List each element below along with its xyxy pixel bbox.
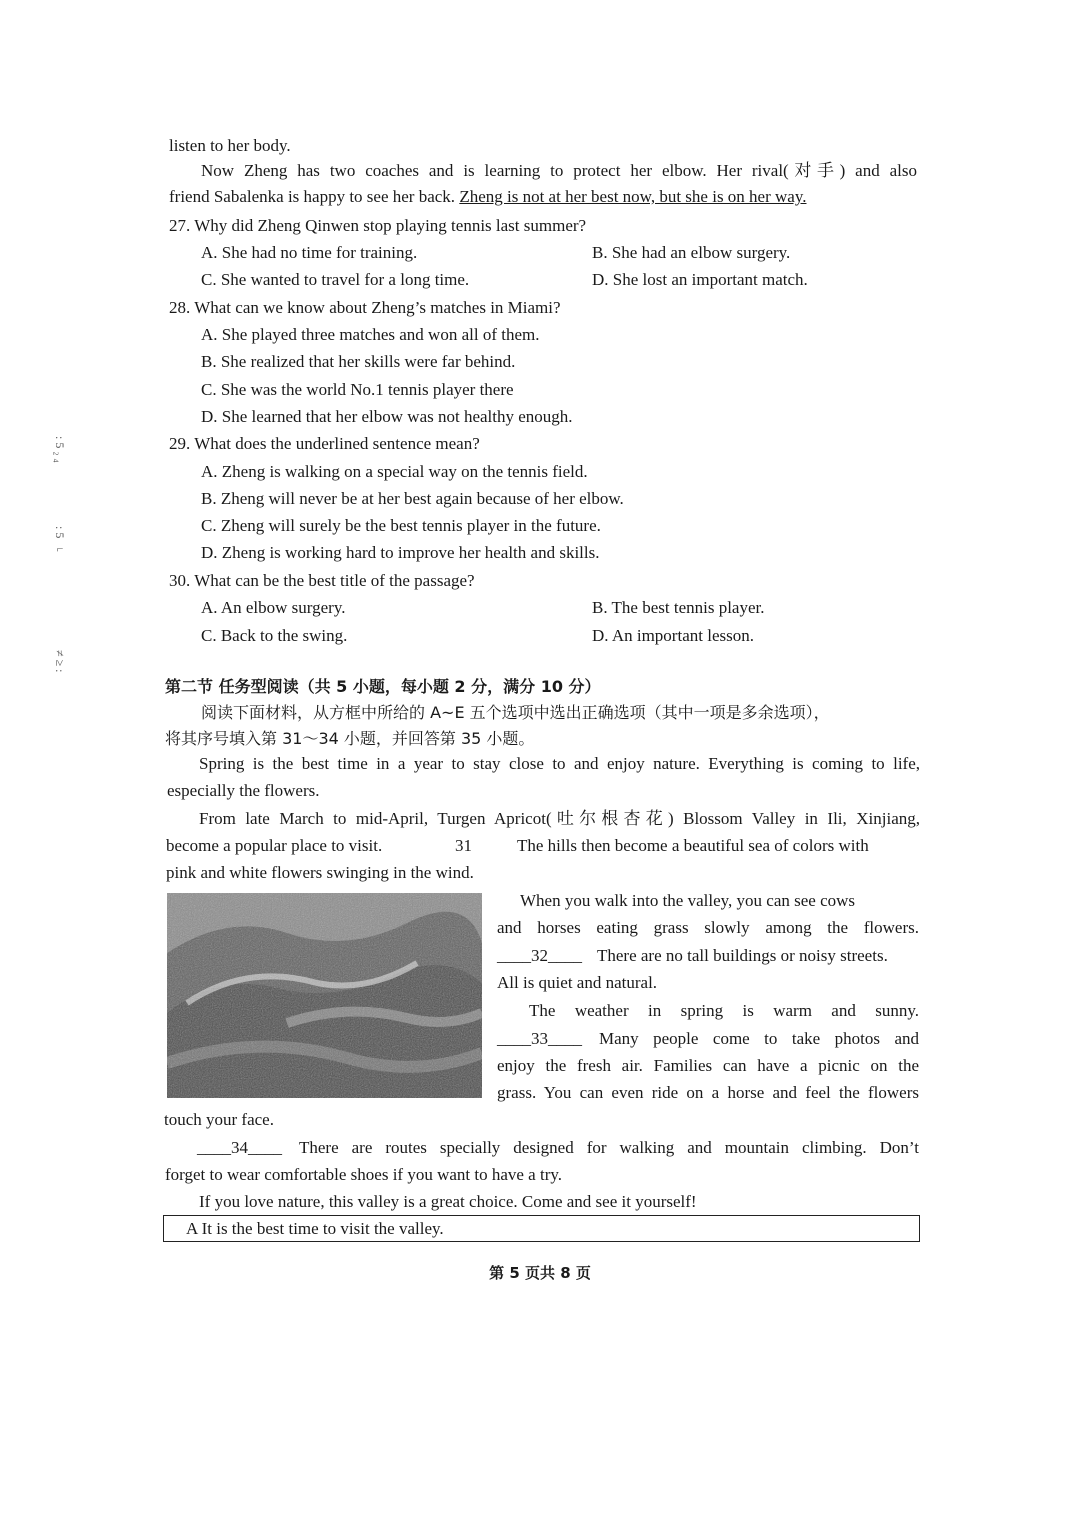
margin-mark: : 5 ⌐ xyxy=(53,526,67,556)
question-stem: What can be the best title of the passage? xyxy=(194,571,475,590)
reading-paragraph: If you love nature, this valley is a great choice. Come and see it yourself! xyxy=(199,1192,697,1211)
reading-paragraph: Spring is the best time in a year to stay close to and enjoy nature. Everything is coming to life, xyxy=(199,754,920,773)
blank-34: ____34____ xyxy=(197,1138,282,1157)
option-27-d: D. She lost an important match. xyxy=(592,270,808,289)
reading-paragraph: forget to wear comfortable shoes if you want to have a try. xyxy=(165,1165,563,1184)
reading-paragraph: From late March to mid-April, Turgen Apricot(吐尔根杏花) Blossom Valley in Ili, Xinjiang, xyxy=(199,809,920,828)
reading-paragraph: When you walk into the valley, you can see cows xyxy=(520,891,856,910)
option-30-a: A. An elbow surgery. xyxy=(201,598,346,617)
reading-paragraph: All is quiet and natural. xyxy=(497,973,658,992)
question-stem: What does the underlined sentence mean? xyxy=(194,434,480,453)
section-instruction: 将其序号填入第 31～34 小题，并回答第 35 小题。 xyxy=(165,729,535,748)
blank-33: ____33____ xyxy=(497,1029,582,1048)
valley-photo xyxy=(167,893,482,1098)
reading-paragraph: especially the flowers. xyxy=(167,781,320,800)
question-30 xyxy=(169,570,475,592)
option-28-c: C. She was the world No.1 tennis player there xyxy=(201,380,514,399)
reading-paragraph: grass. You can even ride on a horse and feel the flowers xyxy=(497,1083,919,1102)
page-footer: 第 5 页共 8 页 xyxy=(489,1264,591,1282)
passage-text: friend Sabalenka is happy to see her back. xyxy=(169,187,460,206)
passage-line: Now Zheng has two coaches and is learning to protect her elbow. Her rival(对手) and also xyxy=(201,161,917,180)
reading-paragraph: The weather in spring is warm and sunny. xyxy=(529,1001,919,1020)
option-30-d: D. An important lesson. xyxy=(592,626,754,645)
options-box xyxy=(163,1215,920,1242)
blank-31: 31 xyxy=(455,836,472,855)
question-number: 27. xyxy=(169,216,191,235)
option-29-a: A. Zheng is walking on a special way on the tennis field. xyxy=(201,462,588,481)
option-29-c: C. Zheng will surely be the best tennis player in the future. xyxy=(201,516,601,535)
question-stem: Why did Zheng Qinwen stop playing tennis last summer? xyxy=(194,216,587,235)
option-29-d: D. Zheng is working hard to improve her health and skills. xyxy=(201,543,600,562)
option-30-b: B. The best tennis player. xyxy=(592,598,765,617)
option-29-b: B. Zheng will never be at her best again because of her elbow. xyxy=(201,489,624,508)
reading-paragraph: There are no tall buildings or noisy streets. xyxy=(597,946,888,965)
question-number: 28. xyxy=(169,298,191,317)
question-number: 29. xyxy=(169,434,191,453)
question-29 xyxy=(169,433,480,455)
question-number: 30. xyxy=(169,571,191,590)
section-instruction: 阅读下面材料，从方框中所给的 A~E 五个选项中选出正确选项（其中一项是多余选项）， xyxy=(201,703,830,722)
underlined-sentence: Zheng is not at her best now, but she is on her way. xyxy=(459,187,807,206)
reading-paragraph: There are routes specially designed for walking and mountain climbing. Don’t xyxy=(299,1138,919,1157)
option-28-b: B. She realized that her skills were far behind. xyxy=(201,352,516,371)
reading-paragraph: The hills then become a beautiful sea of colors with xyxy=(517,836,869,855)
option-30-c: C. Back to the swing. xyxy=(201,626,348,645)
option-28-d: D. She learned that her elbow was not healthy enough. xyxy=(201,407,573,426)
section-heading: 第二节 任务型阅读（共 5 小题，每小题 2 分，满分 10 分） xyxy=(165,677,601,696)
margin-mark: : 5 ₂ ₄ xyxy=(53,436,67,463)
reading-paragraph: enjoy the fresh air. Families can have a picnic on the xyxy=(497,1056,919,1075)
reading-paragraph: become a popular place to visit. xyxy=(166,836,383,855)
reading-paragraph: pink and white flowers swinging in the wind. xyxy=(166,863,474,882)
question-28 xyxy=(169,297,561,319)
option-27-a: A. She had no time for training. xyxy=(201,243,418,262)
question-stem: What can we know about Zheng’s matches in Miami? xyxy=(194,298,561,317)
reading-paragraph: and horses eating grass slowly among the flowers. xyxy=(497,918,919,937)
reading-paragraph: touch your face. xyxy=(164,1110,274,1129)
option-box-a: A It is the best time to visit the valley. xyxy=(186,1219,444,1238)
option-28-a: A. She played three matches and won all of them. xyxy=(201,325,540,344)
passage-line: listen to her body. xyxy=(169,136,291,155)
passage-line xyxy=(169,186,806,208)
margin-mark: ≠ ≥ : xyxy=(53,650,67,673)
question-27 xyxy=(169,215,586,237)
reading-paragraph: Many people come to take photos and xyxy=(599,1029,919,1048)
option-27-b: B. She had an elbow surgery. xyxy=(592,243,791,262)
blank-32: ____32____ xyxy=(497,946,582,965)
option-27-c: C. She wanted to travel for a long time. xyxy=(201,270,470,289)
